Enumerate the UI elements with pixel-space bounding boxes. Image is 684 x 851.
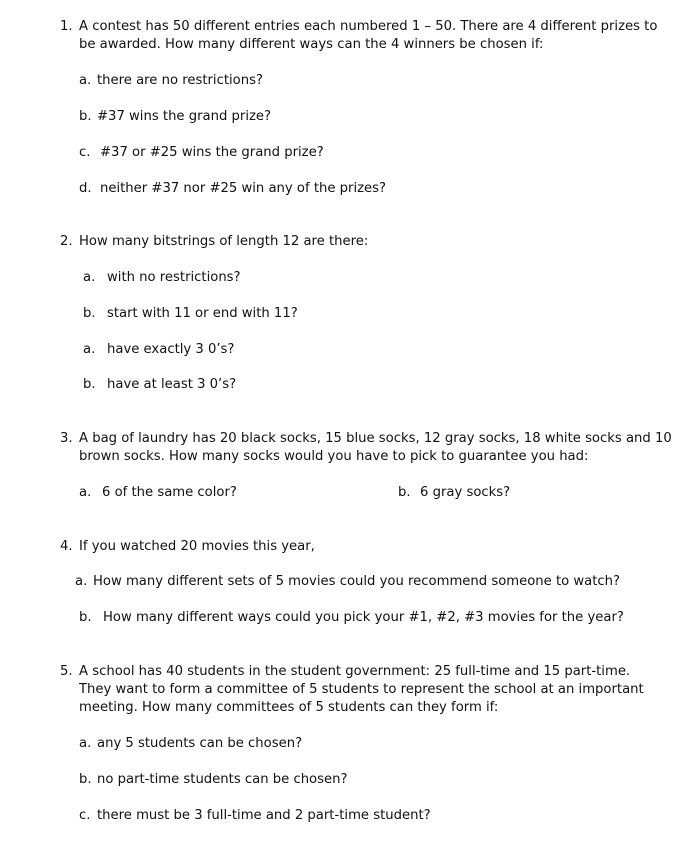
- question-2-part-d-text: have at least 3 0’s?: [107, 377, 237, 392]
- question-2-part-b-letter: b.: [83, 306, 96, 321]
- question-1-text-line-1: A contest has 50 different entries each numbered 1 – 50. There are 4 different prizes to: [79, 19, 658, 34]
- question-1-part-b-letter: b.: [79, 109, 92, 124]
- question-3-part-b-letter: b.: [398, 485, 411, 500]
- question-1-part-a-letter: a.: [79, 73, 92, 88]
- question-5-text-line-1: A school has 40 students in the student government: 25 full-time and 15 part-time.: [79, 664, 631, 679]
- question-1-part-b: [79, 108, 271, 126]
- question-2-part-a-text: with no restrictions?: [107, 270, 241, 285]
- question-1-part-a: [79, 72, 263, 90]
- question-2-part-b-text: start with 11 or end with 11?: [107, 306, 298, 321]
- question-2-part-d: [83, 376, 236, 394]
- question-1-text-line-2: be awarded. How many different ways can the 4 winners be chosen if:: [79, 37, 544, 52]
- question-2-part-c-letter: a.: [83, 342, 96, 357]
- question-4-part-a-letter: a.: [75, 574, 88, 589]
- question-4-line-1: [60, 538, 315, 556]
- question-4-text-line-1: If you watched 20 movies this year,: [79, 539, 315, 554]
- question-4-part-b-letter: b.: [79, 610, 92, 625]
- question-5-part-c: [79, 807, 431, 825]
- question-5-part-b-letter: b.: [79, 772, 92, 787]
- question-1-part-d-text: neither #37 nor #25 win any of the prizes?: [100, 181, 387, 196]
- question-4-part-a-text: How many different sets of 5 movies could you recommend someone to watch?: [93, 574, 621, 589]
- question-3-part-b: [398, 484, 510, 502]
- question-3-part-a-text: 6 of the same color?: [102, 485, 237, 500]
- question-3-line-1: [60, 430, 672, 448]
- question-2-text-line-1: How many bitstrings of length 12 are there:: [79, 234, 369, 249]
- question-1-part-b-text: #37 wins the grand prize?: [97, 109, 272, 124]
- question-2-part-d-letter: b.: [83, 377, 96, 392]
- question-4-part-a: [75, 573, 620, 591]
- question-3-part-a: [79, 484, 237, 502]
- question-5-part-b: [79, 771, 347, 789]
- question-5-part-b-text: no part-time students can be chosen?: [97, 772, 348, 787]
- question-1-part-d: [79, 180, 386, 198]
- question-3-text-line-1: A bag of laundry has 20 black socks, 15 blue socks, 12 gray socks, 18 white socks and 10: [79, 431, 672, 446]
- question-5-part-a-text: any 5 students can be chosen?: [97, 736, 303, 751]
- question-3-part-b-text: 6 gray socks?: [420, 485, 511, 500]
- question-5-text-line-2: They want to form a committee of 5 students to represent the school at an important: [79, 682, 644, 697]
- question-2-part-a: [83, 269, 241, 287]
- question-1-part-c-text: #37 or #25 wins the grand prize?: [100, 145, 324, 160]
- question-2-part-c: [83, 341, 234, 359]
- question-5-number: 5.: [60, 664, 73, 679]
- question-1-number: 1.: [60, 19, 73, 34]
- question-5-part-a: [79, 735, 302, 753]
- question-4-part-b-text: How many different ways could you pick your #1, #2, #3 movies for the year?: [103, 610, 624, 625]
- question-2-part-b: [83, 305, 298, 323]
- question-5-part-c-text: there must be 3 full-time and 2 part-time student?: [97, 808, 431, 823]
- question-1-part-a-text: there are no restrictions?: [97, 73, 263, 88]
- question-2-part-a-letter: a.: [83, 270, 96, 285]
- question-4-part-b: [79, 609, 624, 627]
- question-3-number: 3.: [60, 431, 73, 446]
- question-1-part-c: [79, 144, 324, 162]
- question-5-part-c-letter: c.: [79, 808, 91, 823]
- question-2-line-1: [60, 233, 368, 251]
- question-1-part-d-letter: d.: [79, 181, 92, 196]
- question-2-part-c-text: have exactly 3 0’s?: [107, 342, 235, 357]
- question-3-part-a-letter: a.: [79, 485, 92, 500]
- question-2-number: 2.: [60, 234, 73, 249]
- question-1-line-1: [60, 18, 657, 36]
- question-5-part-a-letter: a.: [79, 736, 92, 751]
- question-1-part-c-letter: c.: [79, 145, 91, 160]
- question-5-text-line-3: meeting. How many committees of 5 students can they form if:: [79, 700, 499, 715]
- question-3-text-line-2: brown socks. How many socks would you have to pick to guarantee you had:: [79, 449, 589, 464]
- question-4-number: 4.: [60, 539, 73, 554]
- question-5-line-1: [60, 663, 630, 681]
